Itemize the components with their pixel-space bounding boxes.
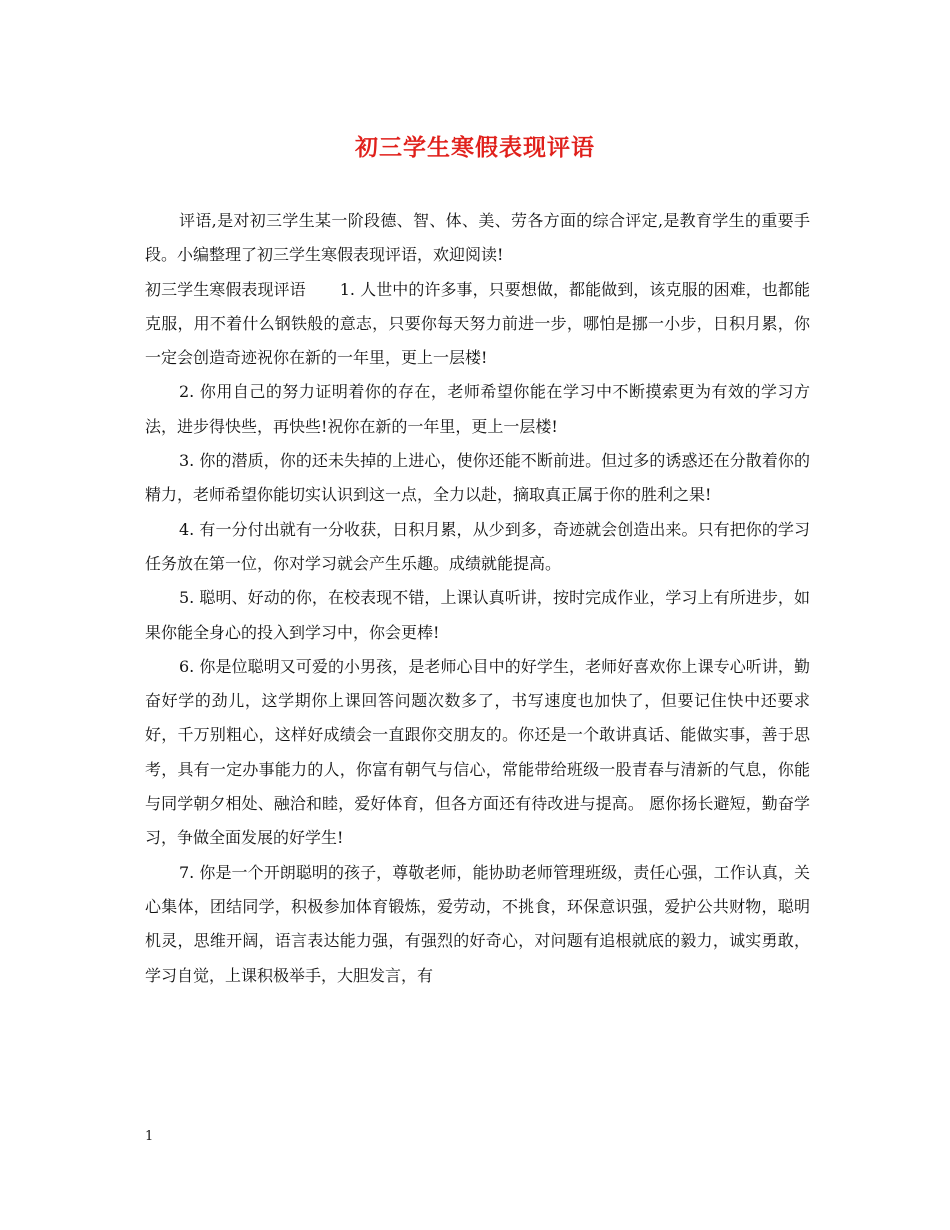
comment-item-6: 6. 你是位聪明又可爱的小男孩，是老师心目中的好学生，老师好喜欢你上课专心听讲，勤奋好学的劲儿，这学期你上课回答问题次数多了，书写速度也加快了，但要记住快中还要求好，千万别粗心，这样好成绩会一直跟你交朋友的。你还是一个敢讲真话、能做实事，善于思考，具有一定办事能力的人，你富有朝气与信心，常能带给班级一股青春与清新的气息，你能与同学朝夕相处、融洽和睦，爱好体育，但各方面还有待改进与提高。 愿你扬长避短，勤奋学习，争做全面发展的好学生! — [145, 656, 810, 848]
comment-item-2: 2. 你用自己的努力证明着你的存在，老师希望你能在学习中不断摸索更为有效的学习方法，进步得快些，再快些!祝你在新的一年里，更上一层楼! — [145, 382, 810, 436]
document-title: 初三学生寒假表现评语 — [355, 134, 595, 161]
comment-item-3: 3. 你的潜质，你的还未失掉的上进心，使你还能不断前进。但过多的诱惑还在分散着你的精力，老师希望你能切实认识到这一点，全力以赴，摘取真正属于你的胜利之果! — [145, 451, 810, 505]
section-paragraph — [145, 273, 810, 376]
comment-item-1: 1. 人世中的许多事，只要想做，都能做到，该克服的困难，也都能克服，用不着什么钢铁般的意志，只要你每天努力前进一步，哪怕是挪一小步，日积月累，你一定会创造奇迹祝你在新的一年里，更上一层楼! — [145, 279, 810, 368]
page-number: 1 — [145, 1129, 154, 1144]
section-heading: 初三学生寒假表现评语 — [145, 279, 306, 299]
comment-item-5: 5. 聪明、好动的你，在校表现不错，上课认真听讲，按时完成作业，学习上有所进步，如果你能全身心的投入到学习中，你会更棒! — [145, 588, 810, 642]
document-body — [145, 204, 810, 993]
comment-item-4: 4. 有一分付出就有一分收获，日积月累，从少到多，奇迹就会创造出来。只有把你的学习任务放在第一位，你对学习就会产生乐趣。成绩就能提高。 — [145, 519, 810, 573]
intro-paragraph: 评语,是对初三学生某一阶段德、智、体、美、劳各方面的综合评定,是教育学生的重要手段。小编整理了初三学生寒假表现评语，欢迎阅读! — [145, 211, 810, 265]
comment-item-7: 7. 你是一个开朗聪明的孩子，尊敬老师，能协助老师管理班级，责任心强，工作认真，关心集体，团结同学，积极参加体育锻炼，爱劳动，不挑食，环保意识强，爱护公共财物，聪明机灵，思维开阔，语言表达能力强，有强烈的好奇心，对问题有追根就底的毅力，诚实勇敢，学习自觉，上课积极举手，大胆发言，有 — [145, 862, 810, 985]
